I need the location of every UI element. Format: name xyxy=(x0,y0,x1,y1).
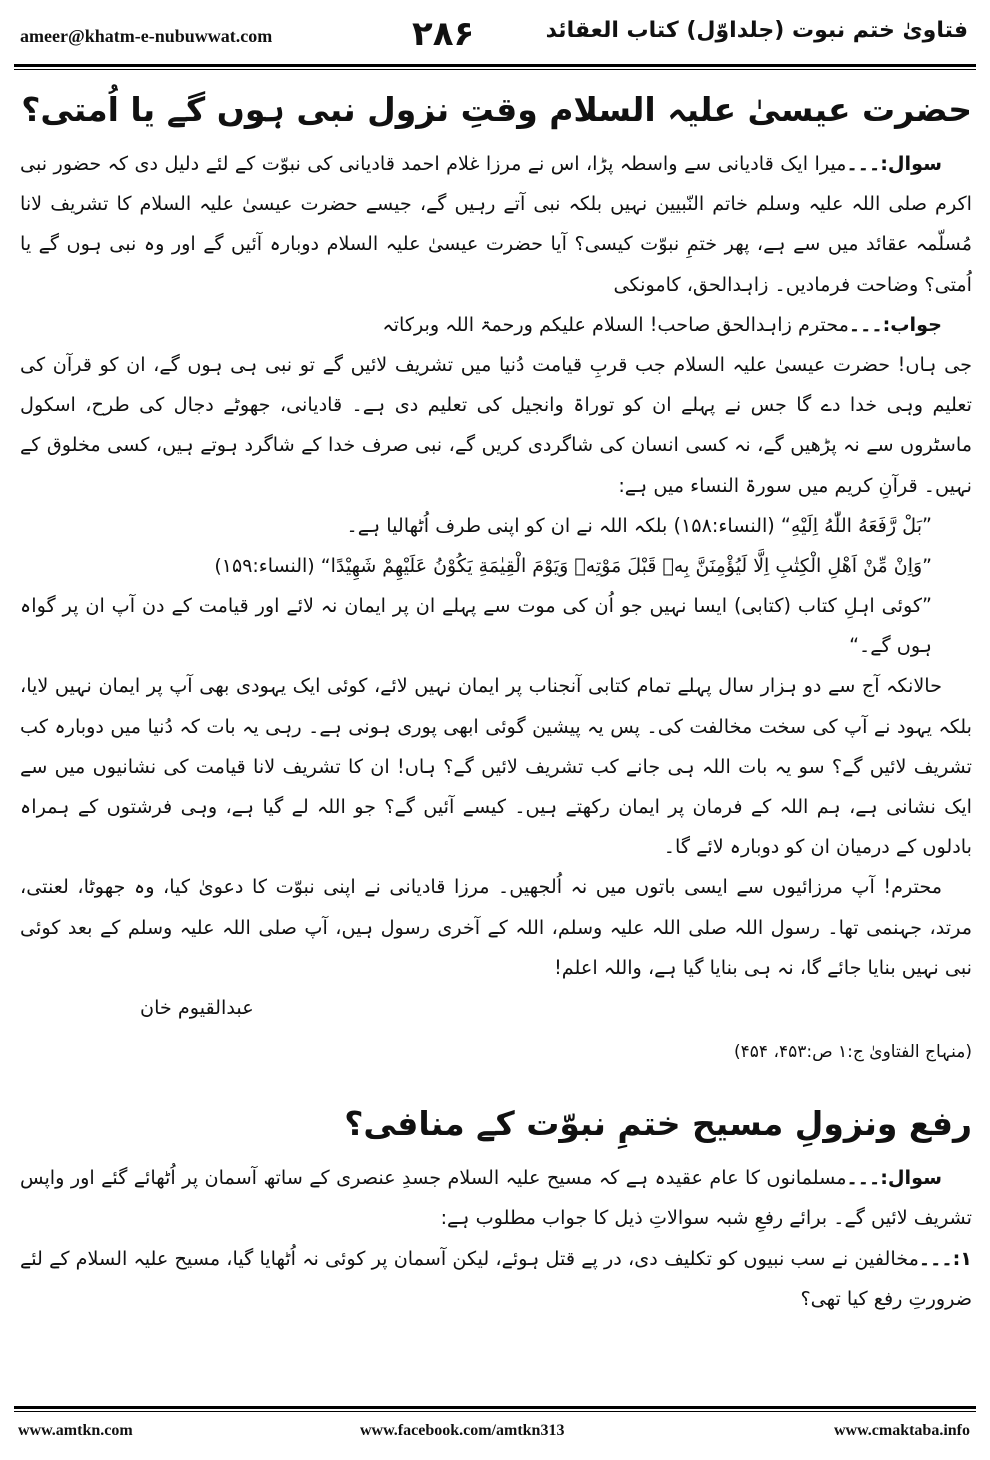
quote-2-arabic: ”وَاِنْ مِّنْ اَهْلِ الْكِتٰبِ اِلَّا لَيُؤْمِنَنَّ بِهٖ قَبْلَ مَوْتِهٖ وَيَوْمَ الْقِيٰمَةِ يَكُوْنُ عَلَيْهِمْ شَهِيْدًا“ (النساء:۱۵۹) xyxy=(214,555,932,578)
section2-point-1 xyxy=(20,1239,972,1319)
point-1-label: ۱:۔۔۔ xyxy=(918,1246,972,1270)
footer-site-center[interactable]: www.facebook.com/amtkn313 xyxy=(360,1422,565,1439)
answer-paragraph-3-text: محترم! آپ مرزائیوں سے ایسی باتوں میں نہ اُلجھیں۔ مرزا قادیانی نے اپنی نبوّت کا دعویٰ کیا، وہ جھوٹا، لعنتی، مرتد، جہنمی تھا۔ رسول اللہ صلی اللہ علیہ وسلم، اللہ کے آخری رسول ہیں، آپ صلی اللہ علیہ وسلم کے بعد کوئی نبی نہیں بنایا جائے گا، نہ ہی بنایا گیا ہے، xyxy=(20,875,972,979)
signature-name: عبدالقیوم خان xyxy=(140,996,254,1020)
answer-paragraph-1: جی ہاں! حضرت عیسیٰ علیہ السلام جب قربِ قیامت دُنیا میں تشریف لائیں گے تو نبی ہی ہوں گے، ان کو قرآن کی تعلیم وہی خدا دے گا جس نے پہلے ان کو توراۃ وانجیل کی تعلیم دی ہے۔ قادیانی، جھوٹے دجال کی طرح، اسکول ماسٹروں سے نہ پڑھیں گے، نہ کسی انسان کی شاگردی کریں گے، نبی صرف خدا کے شاگرد ہوتے ہیں، کسی مخلوق کے نہیں۔ قرآنِ کریم میں سورۃ النساء میں ہے: xyxy=(20,353,972,497)
footer-site-right[interactable]: www.cmaktaba.info xyxy=(833,1422,970,1439)
page-number: ۲۸۶ xyxy=(412,14,475,54)
closing-phrase: واللہ اعلم! xyxy=(554,955,642,979)
footer-site-left[interactable]: www.amtkn.com xyxy=(18,1422,133,1439)
book-title: فتاویٰ ختم نبوت (جلداوّل) کتاب العقائد xyxy=(545,18,968,43)
signature-line xyxy=(20,988,972,1028)
source-reference: (منہاج الفتاویٰ ج:۱ ص:۴۵۳، ۴۵۴) xyxy=(734,1042,972,1063)
header-email: ameer@khatm-e-nubuwwat.com xyxy=(20,26,273,46)
quote-2-translation: ”کوئی اہلِ کتاب (کتابی) ایسا نہیں جو اُن کی موت سے پہلے ان پر ایمان نہ لائے اور قیامت کے دن آپ ان پر گواہ ہوں گے۔“ xyxy=(20,594,932,658)
section2-heading: رفع ونزولِ مسیح ختمِ نبوّت کے منافی؟ xyxy=(344,1104,972,1144)
answer-paragraph-2: حالانکہ آج سے دو ہزار سال پہلے تمام کتابی آنجناب پر ایمان نہیں لائے، کوئی ایک یہودی بھی آپ پر ایمان نہیں لایا، بلکہ یہود نے آپ کی سخت مخالفت کی۔ پس یہ پیشین گوئی ابھی پوری ہونی ہے۔ رہی یہ بات کہ دُنیا میں دوبارہ کب تشریف لائیں گے؟ سو یہ بات اللہ ہی جانے کب تشریف لائیں گے؟ ہاں! ان کا تشریف لانا قیامت کی نشانیوں میں سے ایک نشانی ہے، ہم اللہ کے فرمان پر ایمان رکھتے ہیں۔ کیسے آئیں گے؟ جو اللہ لے گیا ہے، وہی فرشتوں کے ہمراہ بادلوں کے درمیان ان کو دوبارہ لائے گا۔ xyxy=(20,674,972,859)
question-label: سوال:۔۔۔ xyxy=(846,152,942,175)
section1-question xyxy=(20,144,972,305)
quote-1: ”بَلْ رَّفَعَهُ اللّٰهُ اِلَيْهِ“ (النساء:۱۵۸) بلکہ اللہ نے ان کو اپنی طرف اُٹھالیا ہے۔ xyxy=(346,513,932,537)
footer-rule-thick xyxy=(14,1406,976,1409)
section2-question xyxy=(20,1158,972,1238)
header-rule-thick xyxy=(14,64,976,67)
section2-question-text: مسلمانوں کا عام عقیدہ ہے کہ مسیح علیہ السلام جسدِ عنصری کے ساتھ آسمان پر اُٹھائے گئے اور واپس تشریف لائیں گے۔ برائے رفعِ شبہ سوالاتِ ذیل کا جواب مطلوب ہے: xyxy=(20,1166,972,1230)
page-header xyxy=(0,0,990,64)
header-rule-thin xyxy=(14,69,976,70)
answer-paragraph-3 xyxy=(20,867,972,988)
main-content xyxy=(20,76,972,1400)
page-footer xyxy=(0,1418,990,1448)
footer-rule-thin xyxy=(14,1411,976,1412)
section2-question-label: سوال:۔۔۔ xyxy=(846,1166,942,1190)
question-text: میرا ایک قادیانی سے واسطہ پڑا، اس نے مرزا غلام احمد قادیانی کی نبوّت کے لئے دلیل دی کہ حضور نبی اکرم صلی اللہ علیہ وسلم خاتم النّبیین نہیں بلکہ نبی آتے رہیں گے، جیسے حضرت عیسیٰ علیہ السلام کا تشریف لانا مُسلّمہ عقائد میں سے ہے، پھر ختمِ نبوّت کیسی؟ آیا حضرت عیسیٰ علیہ السلام دوبارہ آئیں گے اور وہ نبی ہوں گے یا اُمتی؟ وضاحت فرمادیں۔ زاہدالحق، کامونکی xyxy=(20,152,972,296)
answer-greeting: محترم زاہدالحق صاحب! السلام علیکم ورحمۃ اللہ وبرکاتہ xyxy=(382,312,849,336)
answer-greeting-line xyxy=(20,305,972,345)
answer-label: جواب:۔۔۔ xyxy=(848,312,942,336)
section1-heading: حضرت عیسیٰ علیہ السلام وقتِ نزول نبی ہوں گے یا اُمتی؟ xyxy=(21,90,972,129)
point-1-text: مخالفین نے سب نبیوں کو تکلیف دی، در پے قتل ہوئے، لیکن آسمان پر کوئی نہ اُٹھایا گیا، مسیح علیہ السلام کے لئے ضرورتِ رفع کیا تھی؟ xyxy=(20,1246,972,1310)
